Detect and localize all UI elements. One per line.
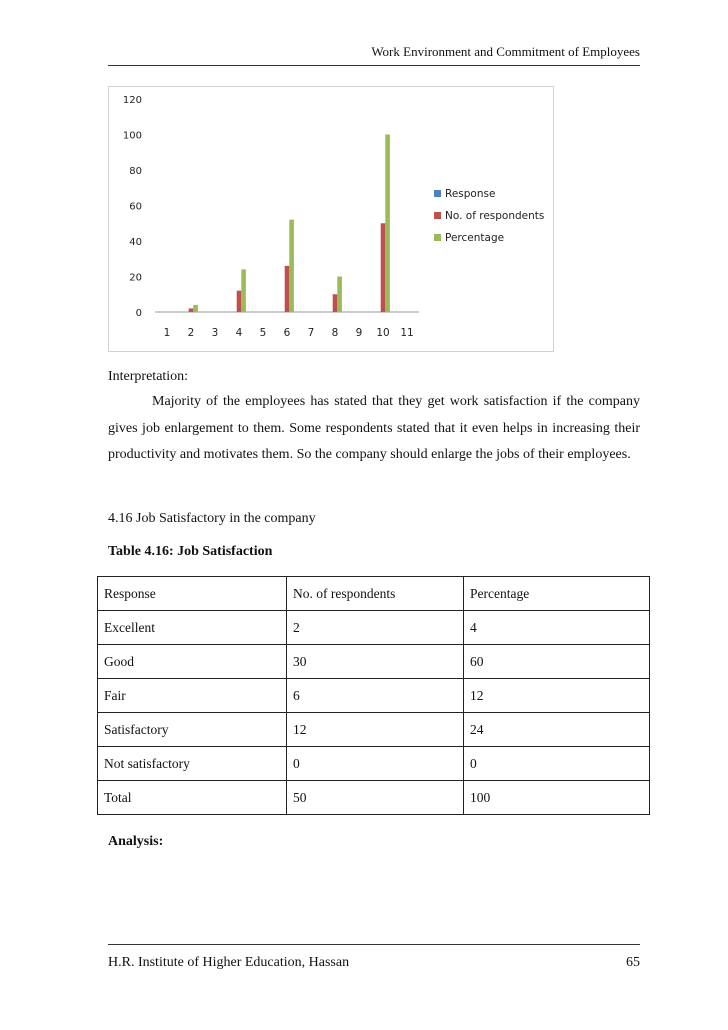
legend-swatch bbox=[434, 212, 441, 219]
y-tick-label: 100 bbox=[122, 130, 142, 142]
bar-no-of-respondents bbox=[381, 223, 386, 312]
y-tick-label: 120 bbox=[122, 95, 142, 106]
interpretation-label: Interpretation: bbox=[108, 369, 189, 384]
chart-svg bbox=[109, 87, 553, 351]
table-cell: 2 bbox=[287, 611, 464, 645]
bar-no-of-respondents bbox=[333, 294, 338, 312]
legend-label: Percentage bbox=[445, 232, 505, 244]
table-row bbox=[98, 747, 650, 781]
interpretation-text: Majority of the employees has stated that they get work satisfaction if the company gives job enlargement to them. Some respondents stated that it even helps in increasing their productivity and motivates them. So the company should enlarge the jobs of their employees. bbox=[108, 394, 640, 462]
table-cell: 0 bbox=[287, 747, 464, 781]
table-header-row bbox=[98, 577, 650, 611]
bar-percentage bbox=[289, 220, 294, 312]
analysis-label: Analysis: bbox=[108, 834, 164, 849]
header-cell: No. of respondents bbox=[287, 577, 464, 611]
bar-no-of-respondents bbox=[189, 308, 194, 312]
table-cell: 12 bbox=[287, 713, 464, 747]
legend-label: No. of respondents bbox=[445, 210, 545, 222]
y-tick-label: 80 bbox=[129, 166, 142, 177]
header-rule bbox=[108, 65, 640, 66]
table-cell: 6 bbox=[287, 679, 464, 713]
x-tick-label: 11 bbox=[400, 327, 414, 339]
legend-swatch bbox=[434, 234, 441, 241]
table-cell: 30 bbox=[287, 645, 464, 679]
bar-percentage bbox=[385, 135, 390, 313]
x-tick-label: 2 bbox=[187, 327, 195, 339]
bar-no-of-respondents bbox=[237, 291, 242, 312]
table-cell: Good bbox=[98, 645, 287, 679]
x-tick-label: 9 bbox=[355, 327, 363, 339]
bar-percentage bbox=[241, 269, 246, 312]
header-cell: Response bbox=[98, 577, 287, 611]
y-tick-label: 60 bbox=[129, 201, 142, 213]
table-row bbox=[98, 611, 650, 645]
x-tick-label: 7 bbox=[307, 327, 315, 339]
x-tick-label: 8 bbox=[331, 327, 339, 339]
table-cell: Excellent bbox=[98, 611, 287, 645]
bar-chart bbox=[108, 86, 554, 352]
table-cell: Total bbox=[98, 781, 287, 815]
job-satisfaction-table bbox=[97, 576, 650, 815]
legend-label: Response bbox=[445, 188, 496, 200]
header-cell: Percentage bbox=[464, 577, 650, 611]
page-number: 65 bbox=[626, 955, 640, 970]
table-caption: Table 4.16: Job Satisfaction bbox=[108, 544, 273, 559]
legend-swatch bbox=[434, 190, 441, 197]
table-cell: 24 bbox=[464, 713, 650, 747]
table-row bbox=[98, 679, 650, 713]
x-tick-label: 3 bbox=[211, 327, 219, 339]
table-row bbox=[98, 645, 650, 679]
table-cell: Satisfactory bbox=[98, 713, 287, 747]
table-row bbox=[98, 781, 650, 815]
x-tick-label: 6 bbox=[283, 327, 291, 339]
table-cell: 4 bbox=[464, 611, 650, 645]
bar-no-of-respondents bbox=[285, 266, 290, 312]
footer-institute: H.R. Institute of Higher Education, Hassan bbox=[108, 955, 350, 970]
table-cell: 50 bbox=[287, 781, 464, 815]
x-tick-label: 5 bbox=[259, 327, 267, 339]
x-tick-label: 4 bbox=[235, 327, 243, 339]
bar-percentage bbox=[193, 305, 198, 312]
y-tick-label: 0 bbox=[135, 308, 142, 319]
bar-percentage bbox=[337, 277, 342, 313]
y-tick-label: 20 bbox=[129, 272, 142, 284]
table-cell: Not satisfactory bbox=[98, 747, 287, 781]
table-cell: 0 bbox=[464, 747, 650, 781]
table-cell: 60 bbox=[464, 645, 650, 679]
table-cell: 100 bbox=[464, 781, 650, 815]
x-tick-label: 1 bbox=[163, 327, 171, 339]
page-footer bbox=[108, 944, 640, 984]
x-tick-label: 10 bbox=[376, 327, 390, 339]
footer-rule bbox=[108, 944, 640, 945]
table-cell: 12 bbox=[464, 679, 650, 713]
table-cell: Fair bbox=[98, 679, 287, 713]
section-heading: 4.16 Job Satisfactory in the company bbox=[108, 511, 316, 526]
table-row bbox=[98, 713, 650, 747]
header-title: Work Environment and Commitment of Employees bbox=[371, 44, 640, 59]
y-tick-label: 40 bbox=[129, 237, 142, 248]
page-header bbox=[108, 36, 640, 66]
